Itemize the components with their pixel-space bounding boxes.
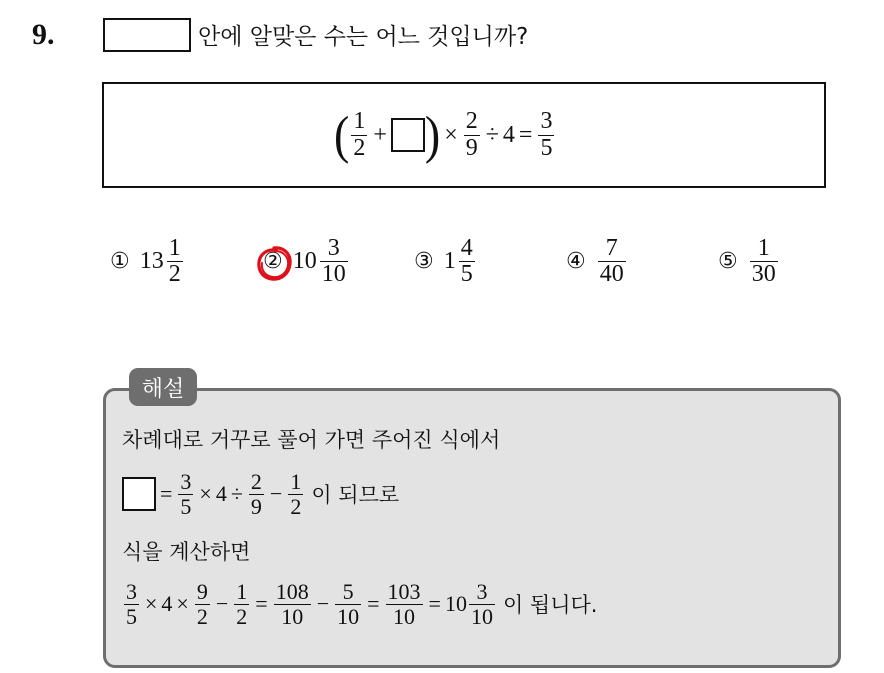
denominator: 5 <box>540 134 553 161</box>
choice-whole: 1 <box>443 248 456 275</box>
denominator: 5 <box>180 493 192 519</box>
fraction <box>469 580 495 627</box>
numerator: 3 <box>180 469 192 495</box>
fraction <box>234 580 249 627</box>
times-sign: × <box>444 121 458 148</box>
numerator: 4 <box>460 235 473 261</box>
explanation-text: 이 되므로 <box>311 483 400 507</box>
denominator: 30 <box>751 261 776 288</box>
numerator: 3 <box>540 108 553 135</box>
times-sign: × <box>176 591 189 616</box>
fraction <box>124 580 139 627</box>
denominator: 2 <box>168 261 181 288</box>
explanation-blank-box <box>122 477 156 511</box>
choice-fraction <box>320 236 348 287</box>
equation <box>334 100 556 170</box>
number-four: 4 <box>215 481 227 506</box>
question-number: 9. <box>32 18 55 51</box>
fraction <box>386 580 423 627</box>
fraction <box>178 470 193 517</box>
denominator: 10 <box>393 603 416 629</box>
minus-sign: − <box>215 591 229 616</box>
explanation-text: 식을 계산하면 <box>122 540 251 564</box>
fraction <box>249 470 264 517</box>
denominator: 10 <box>470 603 493 629</box>
denominator: 9 <box>250 493 262 519</box>
choice-mark: ① <box>110 249 130 275</box>
numerator: 7 <box>605 235 618 261</box>
fraction <box>195 580 210 627</box>
explanation-text: 이 됩니다. <box>502 593 598 617</box>
numerator: 1 <box>353 108 366 135</box>
denominator: 2 <box>236 603 248 629</box>
numerator: 1 <box>168 235 181 261</box>
numerator: 2 <box>250 469 262 495</box>
choice-fraction <box>167 236 183 287</box>
minus-sign: − <box>269 481 283 506</box>
divide-sign: ÷ <box>485 121 499 148</box>
explanation-line-1 <box>122 424 500 454</box>
number-four: 4 <box>161 591 173 616</box>
fraction <box>288 470 303 517</box>
explanation-tag: 해설 <box>129 368 197 406</box>
denominator: 2 <box>353 134 366 161</box>
fraction-two-ninths <box>464 109 480 160</box>
choice-3[interactable] <box>414 236 477 287</box>
numerator: 3 <box>476 579 488 605</box>
choice-mark: ④ <box>566 249 586 275</box>
equals-sign: = <box>160 481 173 506</box>
equation-blank-box <box>391 118 425 152</box>
denominator: 5 <box>460 261 473 288</box>
choice-mark: ② <box>263 249 283 275</box>
explanation-line-3 <box>122 536 250 566</box>
numerator: 1 <box>757 235 770 261</box>
numerator: 3 <box>126 579 137 605</box>
number-four: 4 <box>502 121 515 148</box>
fraction-three-fifths <box>538 109 554 160</box>
choice-mark: ③ <box>414 249 434 275</box>
choice-1[interactable] <box>110 236 185 287</box>
choice-fraction <box>598 236 626 287</box>
divide-sign: ÷ <box>230 481 243 506</box>
denominator: 10 <box>281 603 304 629</box>
explanation-line-4 <box>122 572 597 636</box>
equals-sign: = <box>255 591 268 616</box>
denominator: 40 <box>599 261 624 288</box>
numerator: 3 <box>327 235 340 261</box>
numerator: 1 <box>290 469 302 495</box>
numerator: 1 <box>236 579 248 605</box>
choice-2[interactable] <box>263 236 350 287</box>
minus-sign: − <box>316 591 330 616</box>
times-sign: × <box>199 481 212 506</box>
denominator: 5 <box>126 603 137 629</box>
numerator: 103 <box>387 579 421 605</box>
times-sign: × <box>145 591 158 616</box>
numerator: 9 <box>196 579 208 605</box>
fraction <box>274 580 311 627</box>
whole-number: 10 <box>444 591 467 616</box>
denominator: 9 <box>465 134 478 161</box>
answer-blank-box <box>103 18 191 52</box>
choice-4[interactable] <box>566 236 628 287</box>
denominator: 10 <box>321 261 346 288</box>
choice-whole: 13 <box>139 248 164 275</box>
choice-fraction <box>459 236 475 287</box>
fraction-one-half <box>351 109 367 160</box>
denominator: 2 <box>290 493 302 519</box>
equals-sign: = <box>367 591 380 616</box>
choice-fraction <box>750 236 778 287</box>
fraction <box>335 580 361 627</box>
close-paren: ) <box>424 105 441 164</box>
open-paren: ( <box>334 105 350 164</box>
choice-whole: 10 <box>292 248 317 275</box>
numerator: 2 <box>465 108 478 135</box>
explanation-text: 차례대로 거꾸로 풀어 가면 주어진 식에서 <box>122 428 501 452</box>
question-prompt: 안에 알맞은 수는 어느 것입니까? <box>198 24 529 50</box>
explanation-line-2 <box>122 464 399 524</box>
denominator: 2 <box>196 603 208 629</box>
plus-sign: + <box>373 121 387 148</box>
choice-5[interactable] <box>718 236 780 287</box>
equals-sign: = <box>518 121 533 148</box>
choice-mark: ⑤ <box>718 249 738 275</box>
denominator: 10 <box>337 603 360 629</box>
equals-sign: = <box>428 591 441 616</box>
numerator: 108 <box>275 579 309 605</box>
numerator: 5 <box>342 579 354 605</box>
